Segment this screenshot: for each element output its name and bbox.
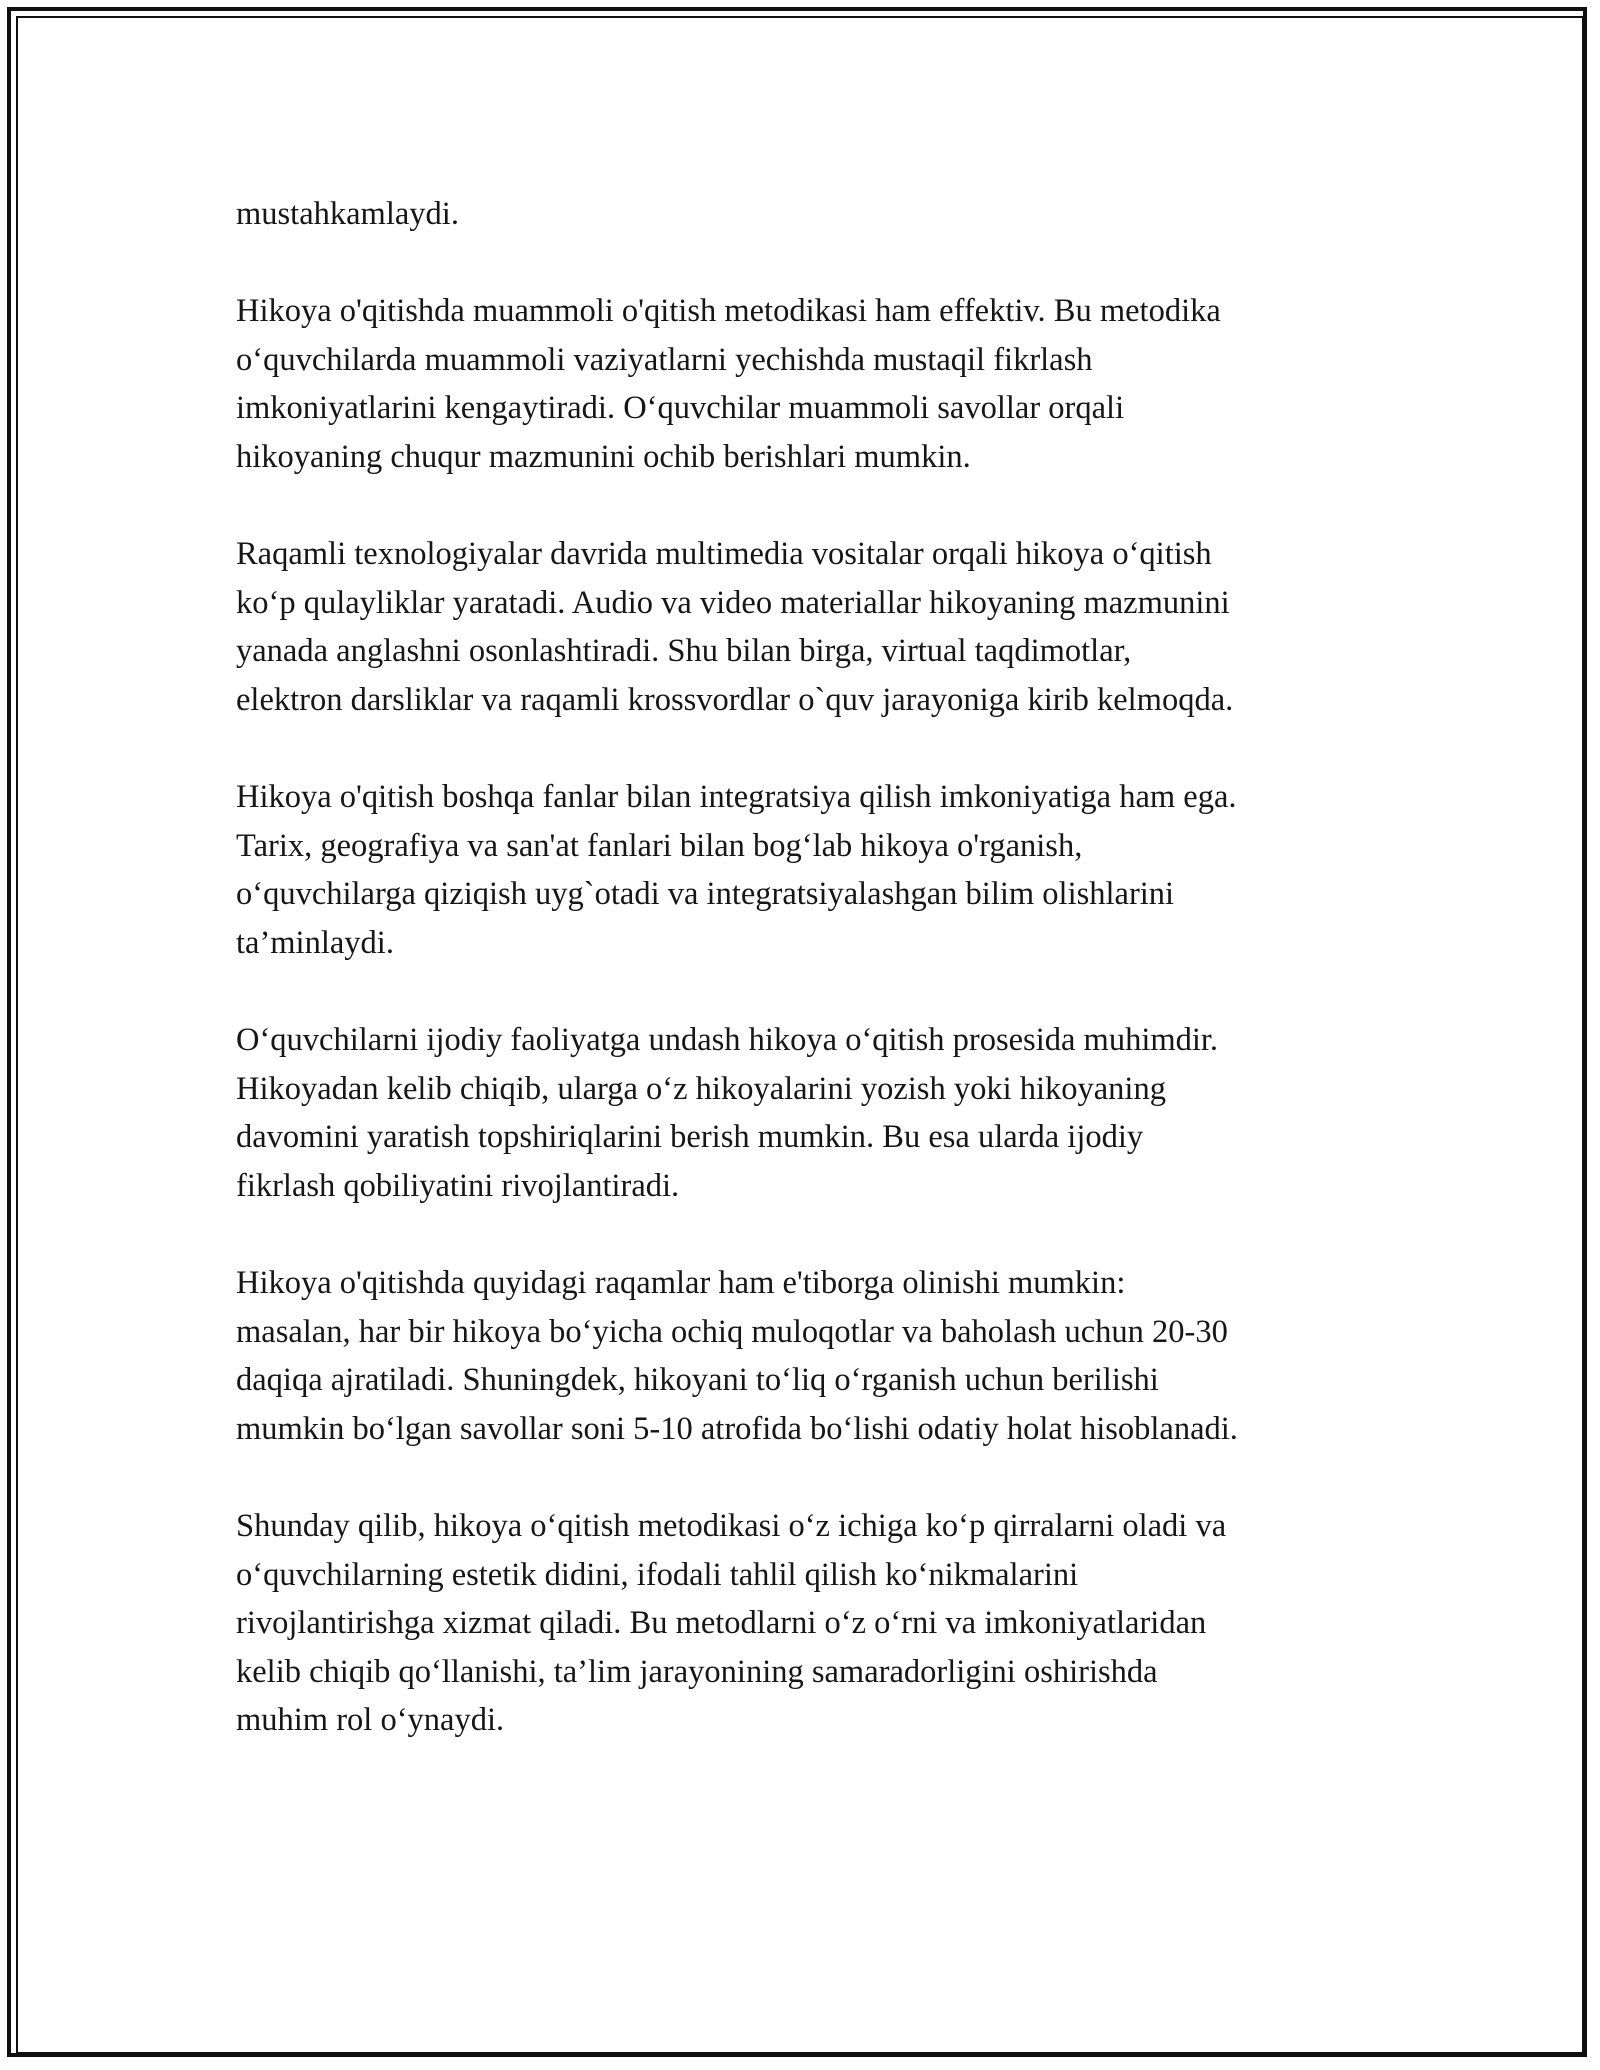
text-line: kelib chiqib qo‘llanishi, ta’lim jarayonining samaradorligini oshirishda: [236, 1653, 1158, 1690]
text-line: imkoniyatlarini kengaytiradi. O‘quvchilar muammoli savollar orqali: [236, 390, 1125, 427]
paragraph: [236, 773, 1381, 967]
text-line: Raqamli texnologiyalar davrida multimedia vositalar orqali hikoya o‘qitish: [236, 536, 1212, 573]
text-line: o‘quvchilarda muammoli vaziyatlarni yechishda mustaqil fikrlash: [236, 341, 1093, 378]
text-line: Hikoyadan kelib chiqib, ularga o‘z hikoyalarini yozish yoki hikoyaning: [236, 1070, 1166, 1107]
text-line: davomini yaratish topshiriqlarini berish mumkin. Bu esa ularda ijodiy: [236, 1119, 1144, 1156]
text-line: Hikoya o'qitishda quyidagi raqamlar ham e'tiborga olinishi mumkin:: [236, 1265, 1126, 1302]
paragraph: [236, 1259, 1381, 1453]
text-line: Shunday qilib, hikoya o‘qitish metodikasi o‘z ichiga ko‘p qirralarni oladi va: [236, 1508, 1227, 1545]
text-line: mumkin bo‘lgan savollar soni 5-10 atrofida bo‘lishi odatiy holat hisoblanadi.: [236, 1410, 1238, 1447]
text-line: muhim rol o‘ynaydi.: [236, 1702, 505, 1739]
text-line: Tarix, geografiya va san'at fanlari bilan bog‘lab hikoya o'rganish,: [236, 827, 1083, 864]
text-line: yanada anglashni osonlashtiradi. Shu bilan birga, virtual taqdimotlar,: [236, 633, 1132, 670]
text-line: ko‘p qulayliklar yaratadi. Audio va video materiallar hikoyaning mazmunini: [236, 584, 1230, 621]
text-line: Hikoya o'qitish boshqa fanlar bilan integratsiya qilish imkoniyatiga ham ega.: [236, 779, 1237, 816]
text-line: ta’minlaydi.: [236, 924, 394, 961]
paragraph: [236, 530, 1381, 724]
text-line: hikoyaning chuqur mazmunini ochib berishlari mumkin.: [236, 438, 971, 475]
text-line: elektron darsliklar va raqamli krossvordlar o`quv jarayoniga kirib kelmoqda.: [236, 681, 1234, 718]
text-line: daqiqa ajratiladi. Shuningdek, hikoyani to‘liq o‘rganish uchun berilishi: [236, 1362, 1159, 1399]
text-line: Hikoya o'qitishda muammoli o'qitish metodikasi ham effektiv. Bu metodika: [236, 293, 1221, 330]
text-line: mustahkamlaydi.: [236, 196, 459, 232]
text-line: O‘quvchilarni ijodiy faoliyatga undash hikoya o‘qitish prosesida muhimdir.: [236, 1022, 1219, 1059]
text-line: o‘quvchilarga qiziqish uyg`otadi va integratsiyalashgan bilim olishlarini: [236, 876, 1175, 913]
paragraph: [236, 190, 1381, 239]
paragraph: [236, 287, 1381, 481]
text-line: fikrlash qobiliyatini rivojlantiradi.: [236, 1167, 680, 1204]
text-line: masalan, har bir hikoya bo‘yicha ochiq muloqotlar va baholash uchun 20-30: [236, 1313, 1228, 1350]
paragraph: [236, 1016, 1381, 1210]
paragraph: [236, 1502, 1381, 1745]
document-body: [236, 190, 1381, 1794]
text-line: o‘quvchilarning estetik didini, ifodali tahlil qilish ko‘nikmalarini: [236, 1556, 1079, 1593]
text-line: rivojlantirishga xizmat qiladi. Bu metodlarni o‘z o‘rni va imkoniyatlaridan: [236, 1605, 1207, 1642]
